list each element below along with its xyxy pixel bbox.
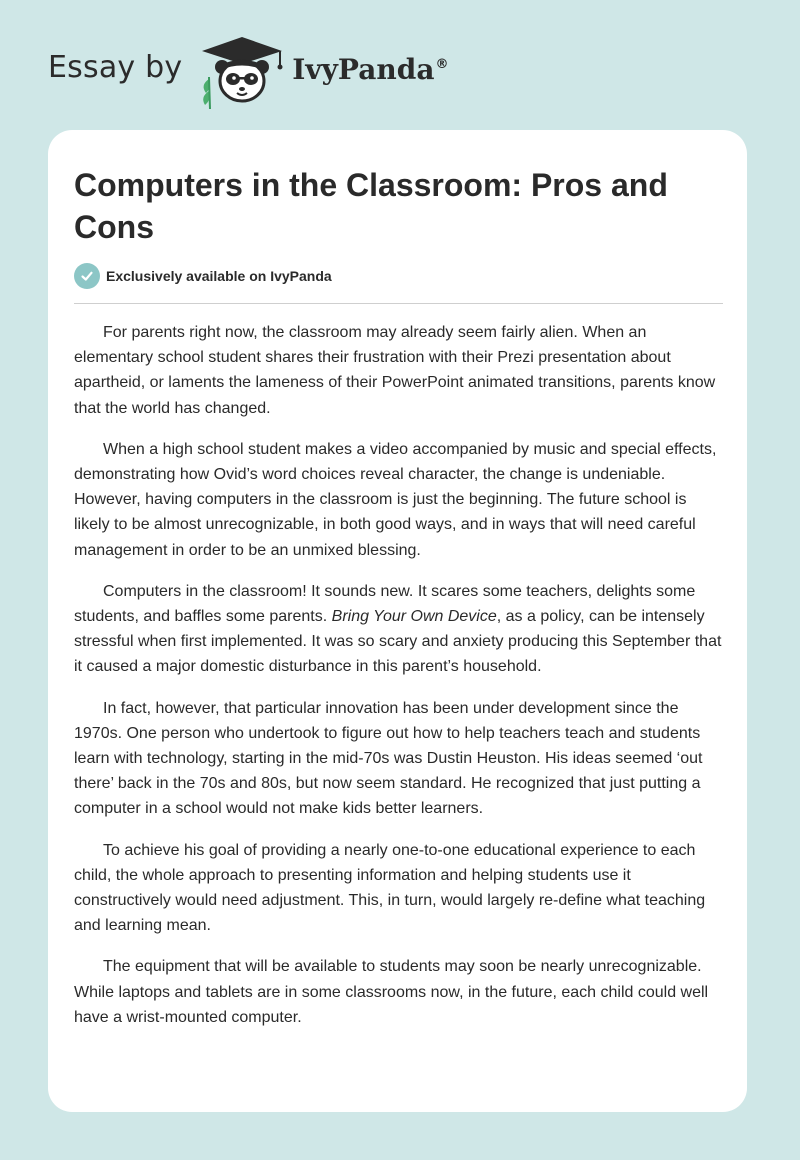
paragraph: When a high school student makes a video accompanied by music and special effects, demonstrating how Ovid’s word choices reveal character, the change is undeniable. However, having computers in the classroom is just the beginning. The future school is likely to be almost unrecognizable, in both good ways, and in ways that will need careful management in order to be an unmixed blessing. <box>74 440 717 559</box>
essay-card <box>48 130 747 1112</box>
registered-mark: ® <box>435 57 449 73</box>
divider <box>74 303 723 304</box>
check-icon <box>74 263 100 289</box>
paragraph: The equipment that will be available to students may soon be nearly unrecognizable. While laptops and tablets are in some classrooms now, in the future, each child could well have a wrist-mounted computer. <box>74 958 709 1026</box>
essay-by-label: Essay by <box>48 49 183 85</box>
paragraph: To achieve his goal of providing a nearly one-to-one educational experience to each child, the whole approach to presenting information and helping students use it constructively would need adjustment. This, in turn, would largely re-define what teaching and learning mean. <box>74 841 706 935</box>
essay-body <box>74 320 726 1046</box>
policy-name: Bring Your Own Device <box>331 608 497 626</box>
essay-title: Computers in the Classroom: Pros and Cons <box>74 167 668 245</box>
paragraph: For parents right now, the classroom may already seem fairly alien. When an elementary school student shares their frustration with their Prezi presentation about apartheid, or laments the lameness of their PowerPoint animated transitions, parents know that the world has changed. <box>74 324 716 417</box>
exclusive-notice <box>74 263 332 289</box>
brand-name[interactable] <box>292 53 448 86</box>
site-header <box>48 32 448 112</box>
panda-graduate-icon[interactable] <box>196 33 288 114</box>
paragraph-text: , as a policy, can be intensely stressful when first implemented. It was so scary and anxiety producing this September that it caused a major domestic disturbance in this parent’s household. <box>74 608 722 676</box>
exclusive-label: Exclusively available on IvyPanda <box>106 268 332 284</box>
paragraph <box>74 579 726 680</box>
paragraph-text: Computers in the classroom! It sounds new. It scares some teachers, delights some students, and baffles some parents. <box>74 582 696 626</box>
brand-name-text: IvyPanda <box>292 52 435 86</box>
paragraph: In fact, however, that particular innovation has been under development since the 1970s. One person who undertook to figure out how to help teachers teach and students learn with technology, starting in the mid-70s was Dustin Heuston. His ideas seemed ‘out there’ back in the 70s and 80s, but now seem standard. He recognized that just putting a computer in a school would not make kids better learners. <box>74 699 703 818</box>
